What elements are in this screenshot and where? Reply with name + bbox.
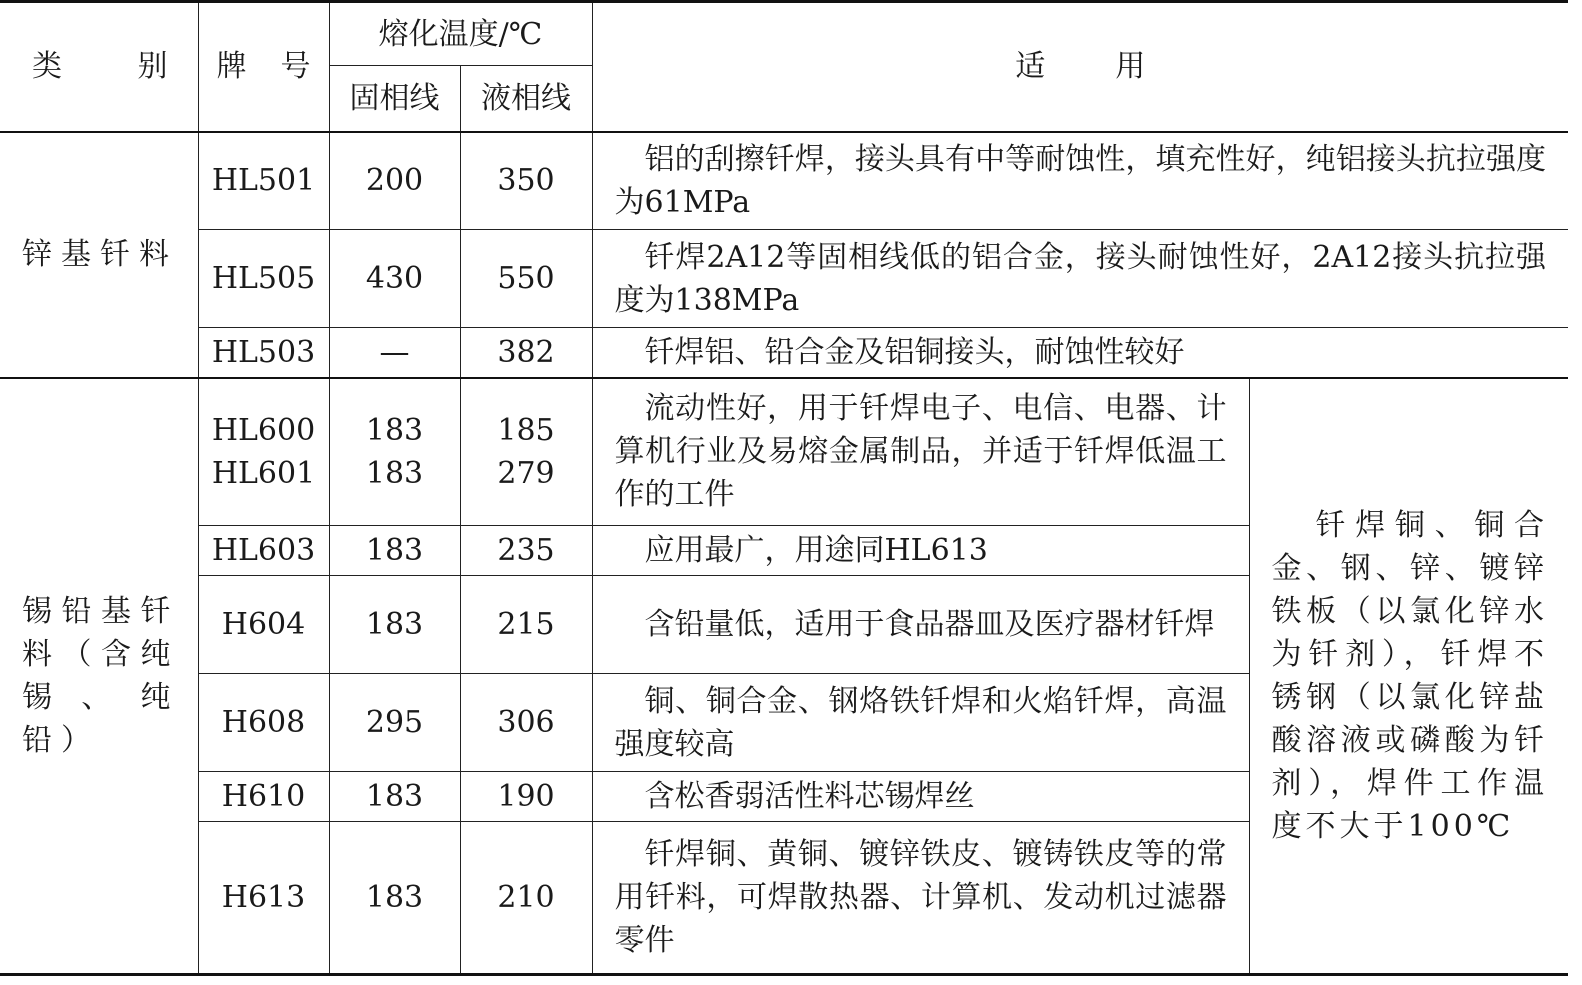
grade-cell: HL503: [198, 328, 329, 378]
application-cell: 铝的刮擦钎焊，接头具有中等耐蚀性，填充性好，纯铝接头抗拉强度为61MPa: [592, 132, 1568, 230]
header-solidus: 固相线: [329, 66, 460, 132]
application-cell: 钎焊铝、铅合金及铝铜接头，耐蚀性较好: [592, 328, 1568, 378]
solidus-cell: 183 183: [329, 378, 460, 526]
category-tin-lead: 锡铅基钎料（含纯锡、纯铅）: [0, 378, 198, 975]
application-cell: 含铅量低，适用于食品器皿及医疗器材钎焊: [592, 576, 1249, 674]
liquidus-cell: 210: [460, 822, 592, 975]
application-cell: 钎焊2A12等固相线低的铝合金，接头耐蚀性好，2A12接头抗拉强度为138MPa: [592, 230, 1568, 328]
grade-cell: HL505: [198, 230, 329, 328]
application-cell: 流动性好，用于钎焊电子、电信、电器、计算机行业及易熔金属制品，并适于钎焊低温工作的工件: [592, 378, 1249, 526]
grade-cell: H613: [198, 822, 329, 975]
grade-cell: H608: [198, 674, 329, 772]
grade-cell: HL603: [198, 526, 329, 576]
liquidus-cell: 306: [460, 674, 592, 772]
solidus-cell: 183: [329, 772, 460, 822]
application-cell: 应用最广，用途同HL613: [592, 526, 1249, 576]
shared-application-cell: 钎焊铜、铜合金、钢、锌、镀锌铁板（以氯化锌水为钎剂），钎焊不锈钢（以氯化锌盐酸溶液或磷酸为钎剂），焊件工作温度不大于100℃: [1249, 378, 1568, 975]
header-liquidus: 液相线: [460, 66, 592, 132]
liquidus-cell: 550: [460, 230, 592, 328]
header-category: 类 别: [0, 2, 198, 132]
solidus-cell: —: [329, 328, 460, 378]
liquidus-cell: 382: [460, 328, 592, 378]
header-application: 适 用: [592, 2, 1568, 132]
application-cell: 含松香弱活性料芯锡焊丝: [592, 772, 1249, 822]
grade-cell: H604: [198, 576, 329, 674]
solidus-cell: 430: [329, 230, 460, 328]
liquidus-cell: 190: [460, 772, 592, 822]
header-melting-temp: 熔化温度/℃: [329, 2, 592, 66]
solidus-cell: 295: [329, 674, 460, 772]
liquidus-cell: 185 279: [460, 378, 592, 526]
liquidus-cell: 350: [460, 132, 592, 230]
grade-cell: HL600 HL601: [198, 378, 329, 526]
solidus-cell: 183: [329, 822, 460, 975]
solidus-cell: 183: [329, 526, 460, 576]
grade-cell: H610: [198, 772, 329, 822]
header-grade: 牌 号: [198, 2, 329, 132]
liquidus-cell: 215: [460, 576, 592, 674]
liquidus-cell: 235: [460, 526, 592, 576]
grade-cell: HL501: [198, 132, 329, 230]
solidus-cell: 200: [329, 132, 460, 230]
application-cell: 铜、铜合金、钢烙铁钎焊和火焰钎焊，高温强度较高: [592, 674, 1249, 772]
solidus-cell: 183: [329, 576, 460, 674]
application-cell: 钎焊铜、黄铜、镀锌铁皮、镀铸铁皮等的常用钎料，可焊散热器、计算机、发动机过滤器零件: [592, 822, 1249, 975]
category-zinc: 锌基钎料: [0, 132, 198, 378]
